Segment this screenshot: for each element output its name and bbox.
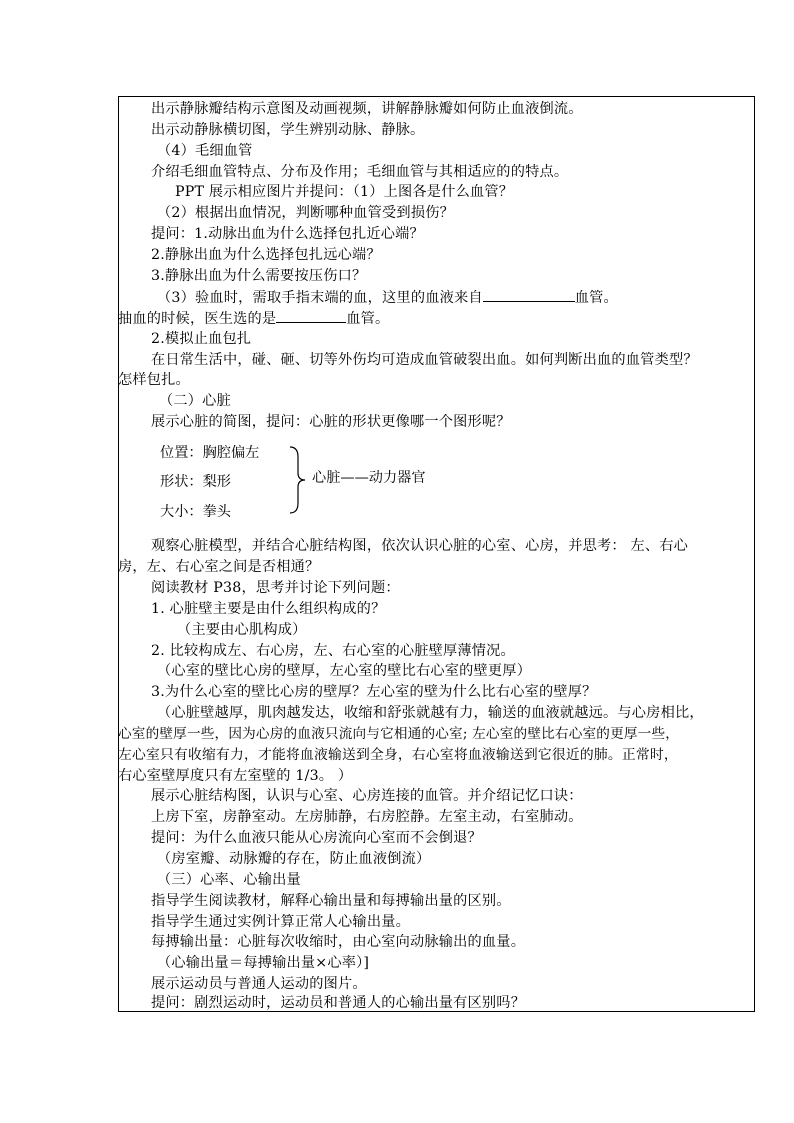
answer-text: 心室的壁厚一些，因为心房的血液只流向与它相通的心室; 左心室的壁比右心室的更厚一些，: [118, 726, 680, 742]
heart-position-label: 位置：胸腔偏左: [160, 445, 260, 461]
list-item: 2. 比较构成左、右心房，左、右心室的心脏壁厚薄情况。: [151, 643, 515, 659]
heart-size-label: 大小：拳头: [160, 504, 231, 520]
section-heading: （4）毛细血管: [157, 143, 253, 159]
text-line: （2）根据出血情况，判断哪种血管受到损伤？: [157, 205, 454, 221]
text-line: 阅读教材 P38，思考并讨论下列问题：: [151, 580, 400, 596]
formula-text: （心输出量＝每搏输出量×心率）]: [157, 955, 370, 971]
heart-facts-diagram: [160, 438, 460, 528]
answer-text: 左心室只有收缩有力，才能将血液输送到全身，右心室将血液输送到它很近的肺。正常时，: [118, 747, 678, 763]
text-line: 展示运动员与普通人运动的图片。: [151, 976, 367, 992]
mnemonic-text: 上房下室，房静室动。左房肺静，右房腔静。左室主动，右室肺动。: [151, 809, 583, 825]
text-line: 在日常生活中，碰、砸、切等外伤均可造成血管破裂出血。如何判断出血的血管类型？: [151, 352, 698, 368]
answer-text: （房室瓣、动脉瓣的存在，防止血液倒流）: [157, 851, 431, 867]
text-line: 2.静脉出血为什么选择包扎远心端？: [151, 247, 381, 263]
answer-text: （心室的壁比心房的壁厚，左心室的壁比右心室的壁更厚）: [157, 663, 532, 679]
blank-underline[interactable]: [483, 287, 575, 302]
fill-blank-line: [121, 287, 753, 308]
section-heading: 2.模拟止血包扎: [151, 331, 252, 347]
text-line: 出示动静脉横切图，学生辨别动脉、静脉。: [151, 122, 425, 138]
text-line: 提问：为什么血液只能从心房流向心室而不会倒退？: [151, 830, 482, 846]
blank-underline[interactable]: [276, 308, 346, 323]
text-line: 展示心脏结构图，认识与心室、心房连接的血管。并介绍记忆口诀：: [151, 788, 583, 804]
text-fragment: 抽血的时候，医生选的是: [118, 311, 277, 327]
text-line: PPT 展示相应图片并提问：（1）上图各是什么血管？: [175, 184, 514, 200]
section-heading: （三）心率、心输出量: [157, 872, 301, 888]
list-item: 3.为什么心室的壁比心房的壁厚？左心室的壁为什么比右心室的壁厚？: [151, 684, 597, 700]
text-line: 指导学生阅读教材，解释心输出量和每搏输出量的区别。: [151, 893, 511, 909]
section-heading: （二）心脏: [159, 393, 231, 409]
text-line: 介绍毛细血管特点、分布及作用；毛细血管与其相适应的的特点。: [151, 164, 569, 180]
text-line: 提问：剧烈运动时，运动员和普通人的心输出量有区别吗？: [151, 995, 526, 1011]
fill-blank-line: [118, 308, 750, 329]
text-fragment: 血管。: [574, 290, 618, 306]
list-item: 1. 心脏壁主要是由什么组织构成的？: [151, 601, 386, 617]
text-line: 观察心脏模型，并结合心脏结构图，依次认识心脏的心室、心房，并思考： 左、右心: [151, 538, 689, 554]
answer-text: 右心室壁厚度只有左室壁的 1/3。 ）: [118, 768, 353, 784]
text-fragment: （3）验血时，需取手指末端的血，这里的血液来自: [157, 290, 483, 306]
heart-function-label: 心脏——动力器官: [312, 470, 426, 486]
curly-brace-icon: [288, 445, 308, 515]
answer-text: （主要由心肌构成）: [177, 622, 307, 638]
text-line: 提问：1.动脉出血为什么选择包扎近心端？: [151, 226, 424, 242]
text-fragment: 血管。: [346, 311, 390, 327]
text-line: 怎样包扎。: [118, 372, 190, 388]
text-line: 房，左、右心室之间是否相通？: [118, 559, 320, 575]
text-line: 每搏输出量：心脏每次收缩时，由心室向动脉输出的血量。: [151, 934, 526, 950]
text-line: 出示静脉瓣结构示意图及动画视频，讲解静脉瓣如何防止血液倒流。: [151, 101, 583, 117]
answer-text: （心脏壁越厚，肌肉越发达，收缩和舒张就越有力，输送的血液就越远。与心房相比，: [157, 705, 704, 721]
text-line: 展示心脏的简图，提问：心脏的形状更像哪一个图形呢？: [151, 414, 511, 430]
heart-shape-label: 形状：梨形: [160, 474, 231, 490]
text-line: 3.静脉出血为什么需要按压伤口？: [151, 268, 367, 284]
text-line: 指导学生通过实例计算正常人心输出量。: [151, 914, 410, 930]
